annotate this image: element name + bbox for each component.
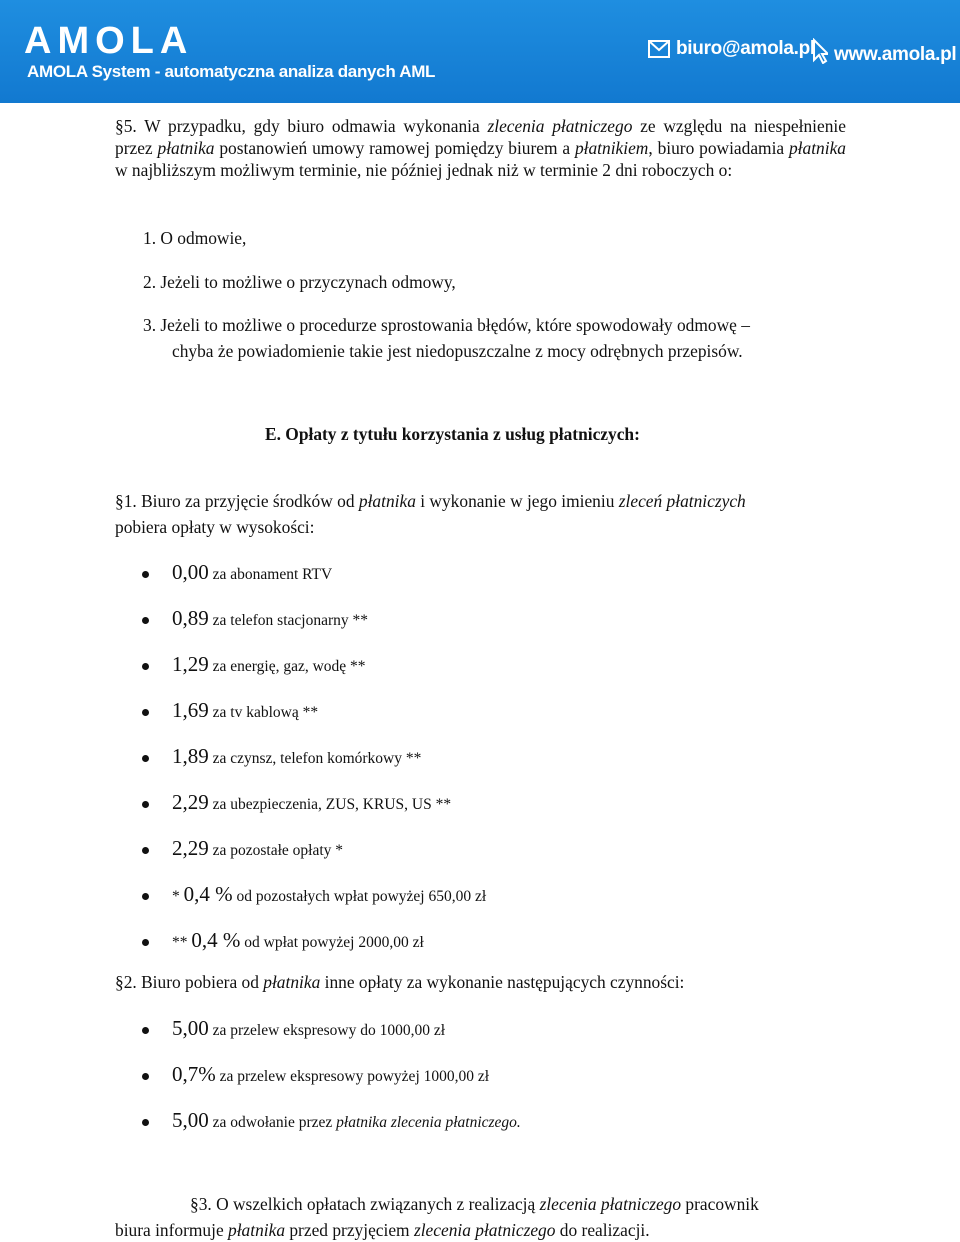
section2-paragraph: §2. Biuro pobiera od płatnika inne opłaty za wykonanie następujących czynności: — [115, 972, 685, 992]
header-banner — [0, 0, 960, 103]
bullet-icon — [142, 893, 149, 900]
bullet-icon — [142, 1073, 149, 1080]
cursor-icon — [812, 38, 828, 64]
website-link[interactable] — [812, 38, 956, 66]
envelope-icon — [648, 40, 670, 58]
section5-paragraph: §5. W przypadku, gdy biuro odmawia wykonania zlecenia płatniczego ze względu na niespełnienie przez płatnika postanowień umowy ramowej pomiędzy biurem a płatnikiem, biuro powiadamia płatnika w najbliższym możliwym terminie, nie później jednak niż w terminie 2 dni roboczych o: — [115, 116, 846, 180]
fee-item: 2,29 za ubezpieczenia, ZUS, KRUS, US ** — [172, 790, 452, 814]
fee-item: ** 0,4 % od wpłat powyżej 2000,00 zł — [172, 928, 424, 952]
bullet-icon — [142, 1027, 149, 1034]
bullet-icon — [142, 1119, 149, 1126]
email-text: biuro@amola.pl — [676, 38, 815, 59]
fee-item: 1,29 za energię, gaz, wodę ** — [172, 652, 366, 676]
bullet-icon — [142, 709, 149, 716]
fee-item: 0,89 za telefon stacjonarny ** — [172, 606, 368, 630]
fee-item: 1,89 za czynsz, telefon komórkowy ** — [172, 744, 422, 768]
fee-item: * 0,4 % od pozostałych wpłat powyżej 650,00 zł — [172, 882, 487, 906]
bullet-icon — [142, 617, 149, 624]
fee-item: 1,69 za tv kablową ** — [172, 698, 319, 722]
amola-logo: AMOLA — [24, 20, 194, 62]
fee-item: 5,00 za odwołanie przez płatnika zlecenia płatniczego. — [172, 1108, 521, 1132]
bullet-icon — [142, 755, 149, 762]
section3-paragraph: §3. O wszelkich opłatach związanych z realizacją zlecenia płatniczego pracownik — [190, 1194, 759, 1214]
list-item-continuation: chyba że powiadomienie takie jest niedopuszczalne z mocy odrębnych przepisów. — [172, 341, 743, 361]
fee-item: 0,7% za przelew ekspresowy powyżej 1000,00 zł — [172, 1062, 490, 1086]
bullet-icon — [142, 801, 149, 808]
bullet-icon — [142, 939, 149, 946]
email-link[interactable] — [648, 38, 815, 60]
fee-item: 0,00 za abonament RTV — [172, 560, 333, 584]
website-text: www.amola.pl — [834, 44, 957, 65]
bullet-icon — [142, 571, 149, 578]
list-item: 3. Jeżeli to możliwe o procedurze sprostowania błędów, które spowodowały odmowę – — [143, 315, 750, 335]
list-item: 2. Jeżeli to możliwe o przyczynach odmowy, — [143, 272, 456, 292]
fee-item: 2,29 za pozostałe opłaty * — [172, 836, 344, 860]
bullet-icon — [142, 663, 149, 670]
list-item: 1. O odmowie, — [143, 228, 247, 248]
section3-paragraph-end: biura informuje płatnika przed przyjęciem zlecenia płatniczego do realizacji. — [115, 1220, 650, 1240]
fee-item: 5,00 za przelew ekspresowy do 1000,00 zł — [172, 1016, 446, 1040]
section1-paragraph-end: pobiera opłaty w wysokości: — [115, 517, 315, 537]
bullet-icon — [142, 847, 149, 854]
section-heading-e: E. Opłaty z tytułu korzystania z usług płatniczych: — [265, 424, 640, 444]
tagline: AMOLA System - automatyczna analiza danych AML — [27, 62, 436, 81]
section1-paragraph: §1. Biuro za przyjęcie środków od płatnika i wykonanie w jego imieniu zleceń płatniczych — [115, 491, 746, 511]
